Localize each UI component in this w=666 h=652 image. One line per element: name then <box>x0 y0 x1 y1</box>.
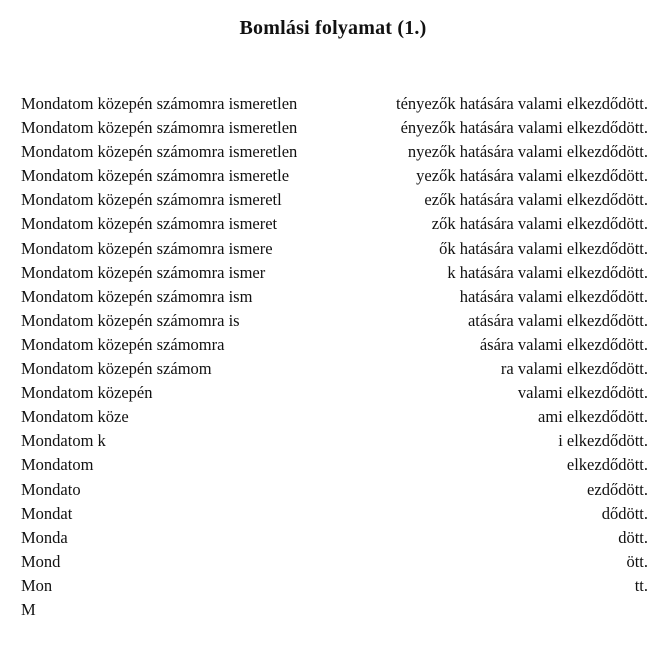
poem-line <box>21 550 648 574</box>
poem-line-left-fragment: Mond <box>21 551 61 571</box>
poem-line-right-fragment: zők hatására valami elkezdődött. <box>431 214 648 234</box>
poem-line-right-fragment: k hatására valami elkezdődött. <box>447 262 648 282</box>
poem-line-right-fragment: tényezők hatására valami elkezdődött. <box>396 94 648 113</box>
poem-line-right-fragment: ra valami elkezdődött. <box>500 359 648 379</box>
poem-line <box>21 261 648 285</box>
poem-line-right-fragment: dött. <box>618 527 648 547</box>
poem-line-left-fragment: Mondatom <box>21 455 94 475</box>
poem-line <box>21 164 648 188</box>
poem-line-left-fragment: Mon <box>21 575 53 595</box>
poem-line <box>21 212 648 236</box>
poem-line-left-fragment: Mondatom közepén számomra ismeretlen <box>21 142 298 162</box>
poem-line-left-fragment: Monda <box>21 527 68 547</box>
poem-line-right-fragment: ők hatására valami elkezdődött. <box>439 238 648 258</box>
poem-line-left-fragment: Mondatom közepén számomra is <box>21 310 240 330</box>
poem-line-left-fragment: Mondatom közepén számomra ism <box>21 286 253 306</box>
poem-line <box>21 188 648 212</box>
poem-line-left-fragment: Mondatom közepén számomra <box>21 334 225 354</box>
poem-line-right-fragment: tt. <box>634 575 648 595</box>
poem-line <box>21 598 648 622</box>
poem-line-left-fragment: Mondat <box>21 503 73 523</box>
poem-line-right-fragment: atására valami elkezdődött. <box>467 310 648 330</box>
poem-line-left-fragment: M <box>21 599 36 619</box>
poem-line-right-fragment: ött. <box>626 551 648 571</box>
poem-line <box>21 92 648 116</box>
poem-line-left-fragment: Mondato <box>21 479 81 499</box>
poem-line <box>21 574 648 598</box>
poem-line-right-fragment: ására valami elkezdődött. <box>479 334 648 354</box>
page-title: Bomlási folyamat (1.) <box>239 17 427 39</box>
poem-line-right-fragment: ezők hatására valami elkezdődött. <box>424 190 648 210</box>
poem-line-right-fragment: valami elkezdődött. <box>517 383 648 403</box>
poem-line-left-fragment: Mondatom közepén számomra ismeret <box>21 214 278 234</box>
poem-line <box>21 502 648 526</box>
poem-line <box>21 116 648 140</box>
poem-line-left-fragment: Mondatom közepén <box>21 383 153 403</box>
poem-line <box>21 429 648 453</box>
poem-line-left-fragment: Mondatom közepén számomra ismeretl <box>21 190 282 210</box>
poem-line <box>21 237 648 261</box>
poem-line <box>21 285 648 309</box>
poem-line <box>21 357 648 381</box>
poem-line-left-fragment: Mondatom k <box>21 431 106 451</box>
poem-line-right-fragment: nyezők hatására valami elkezdődött. <box>407 142 648 162</box>
poem-line <box>21 381 648 405</box>
poem-line-left-fragment: Mondatom közepén számomra ismeretlen <box>21 94 298 113</box>
poem-line-right-fragment: i elkezdődött. <box>558 431 648 451</box>
poem-line-left-fragment: Mondatom közepén számomra ismeretle <box>21 166 290 186</box>
poem-line-left-fragment: Mondatom közepén számomra ismer <box>21 262 266 282</box>
poem-line <box>21 478 648 502</box>
poem-line-left-fragment: Mondatom közepén számom <box>21 359 212 379</box>
poem-line-right-fragment: dődött. <box>601 503 648 523</box>
poem-line-left-fragment: Mondatom köze <box>21 407 129 427</box>
poem-line-right-fragment: hatására valami elkezdődött. <box>459 286 648 306</box>
poem-line <box>21 453 648 477</box>
poem-line <box>21 309 648 333</box>
poem-line <box>21 526 648 550</box>
poem-line-right-fragment: ezdődött. <box>587 479 648 499</box>
poem-line-right-fragment: yezők hatására valami elkezdődött. <box>416 166 648 186</box>
poem-body <box>21 92 648 622</box>
poem-line-right-fragment: ami elkezdődött. <box>538 407 648 427</box>
poem-line <box>21 405 648 429</box>
poem-line-right-fragment: elkezdődött. <box>566 455 648 475</box>
poem-line <box>21 140 648 164</box>
poem-line-left-fragment: Mondatom közepén számomra ismeretlen <box>21 118 298 138</box>
poem-line-right-fragment: ényezők hatására valami elkezdődött. <box>400 118 648 138</box>
poem-line <box>21 333 648 357</box>
poem-line-left-fragment: Mondatom közepén számomra ismere <box>21 238 273 258</box>
